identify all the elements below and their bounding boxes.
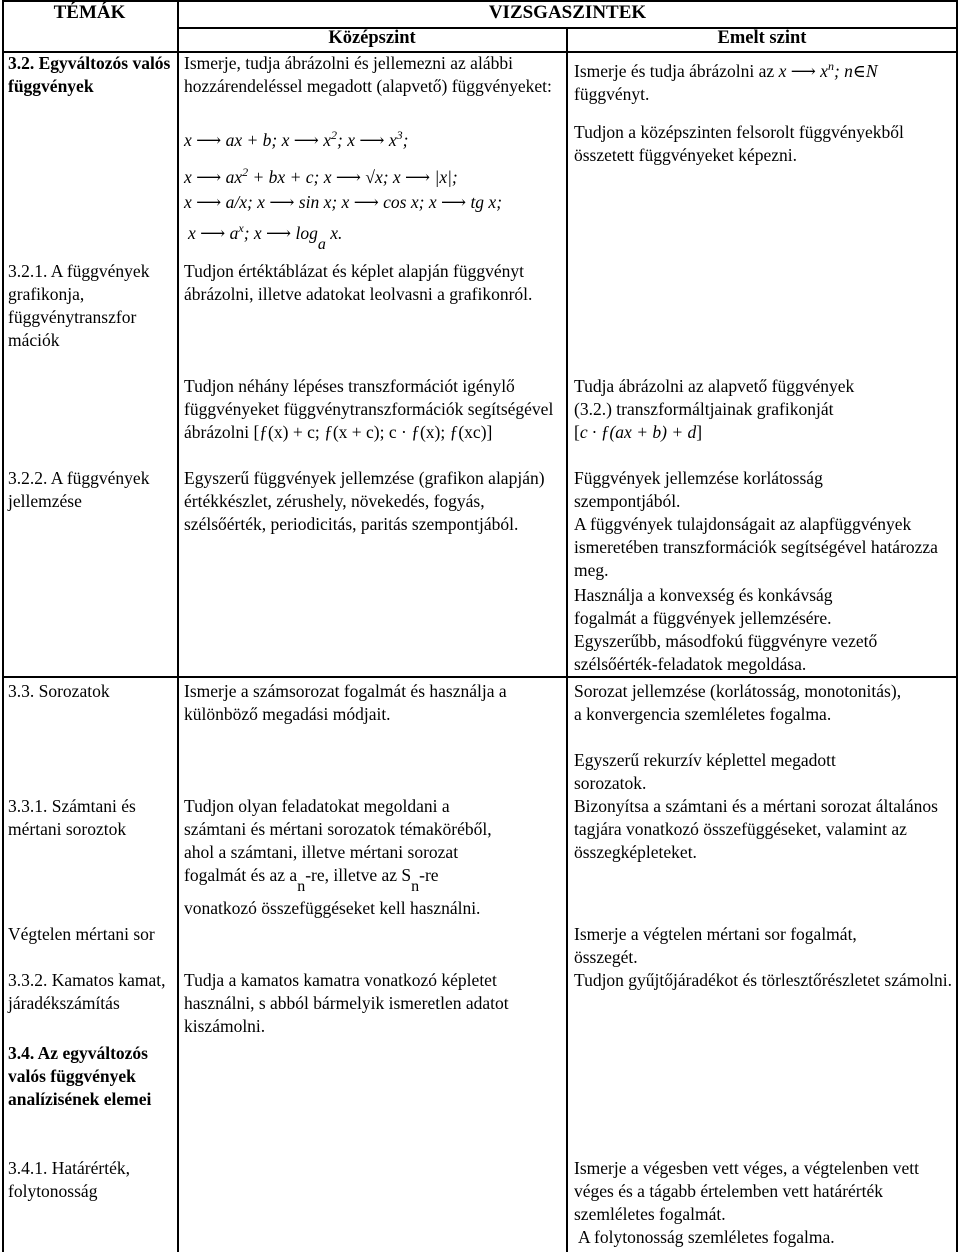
adv-power-function [574, 60, 954, 106]
mid-function-characterization: Egyszerű függvények jellemzése (grafikon alapján) értékkészlet, zérushely, növekedés, fogyás, szélsőérték, periodicitás, paritás szempontjából. [184, 468, 545, 534]
adv-prove-formulas: Bizonyítsa a számtani és a mértani sorozat általános tagjára vonatkozó összefüggéseket, valamint az összegképleteket. [574, 796, 938, 862]
mid-ag-line-4: fogalmát és az an-re, illetve az Sn-re [184, 865, 439, 895]
mid-arithmetic-geometric-tasks [184, 795, 564, 920]
adv-power-line-1: Ismerje és tudja ábrázolni az x ⟶ $x^n$; n∈N [574, 59, 878, 81]
adv-limit-concepts: Ismerje a végesben vett véges, a végtelenben vett véges és a tágabb értelemben vett határérték szemléletes fogalmát. [574, 1158, 919, 1224]
mid-formula-line-4 [188, 221, 343, 253]
adv-trans-line-1: Tudja ábrázolni az alapvető függvények [574, 376, 855, 396]
mid-formula-line-1 [184, 129, 408, 152]
adv-transformed-graphs [574, 375, 954, 444]
mid-basic-functions-intro: Ismerje, tudja ábrázolni és jellemezni az alábbi hozzárendeléssel megadott (alapvető) függvényeket: [184, 53, 552, 96]
mid-sequence-concept: Ismerje a számsorozat fogalmát és használja a különböző megadási módjait. [184, 681, 507, 724]
topic-3-2-2: 3.2.2. A függvények jellemzése [8, 468, 150, 511]
mid-ag-line-2: számtani és mértani sorozatok témaköréből, [184, 819, 492, 839]
header-exam-levels: VIZSGASZINTEK [488, 2, 647, 23]
adv-sequence-characterization: Sorozat jellemzése (korlátosság, monotonitás), a konvergencia szemléletes fogalma. [574, 681, 902, 724]
topic-3-4: 3.4. Az egyváltozós valós függvények analízisének elemei [8, 1043, 152, 1109]
column-divider-1 [177, 0, 179, 1252]
mid-formula-line-2 [184, 166, 458, 189]
section-divider [2, 676, 958, 678]
table-left-border [2, 0, 4, 1252]
mid-ag-line-3: ahol a számtani, illetve mértani sorozat [184, 842, 459, 862]
topic-3-3: 3.3. Sorozatok [8, 681, 110, 701]
formula-line-3-text: x ⟶ a/x; x ⟶ sin x; x ⟶ cos x; x ⟶ tg x; [184, 192, 503, 212]
adv-trans-line-3: [c · ƒ(ax + b) + d] [574, 422, 703, 442]
mid-formula-line-3 [184, 191, 502, 214]
mid-table-and-formula-plotting: Tudjon értéktáblázat és képlet alapján függvényt ábrázolni, illetve adatokat leolvasni a grafikonról. [184, 261, 533, 304]
adv-continuity-concept: A folytonosság szemléletes fogalma. [578, 1227, 835, 1247]
topic-infinite-geometric-series: Végtelen mértani sor [8, 924, 155, 944]
mid-ag-line-1: Tudjon olyan feladatokat megoldani a [184, 796, 450, 816]
adv-annuity: Tudjon gyűjtőjáradékot és törlesztőrészletet számolni. [574, 970, 952, 990]
formula-line-1-text: x ⟶ ax + b; x ⟶ $x^2$; x ⟶ $x^3$; [184, 128, 409, 150]
header-mid-level: Középszint [328, 28, 416, 48]
mid-function-transformations: Tudjon néhány lépéses transzformációt igénylő függvényeket függvénytranszformációk segítségével ábrázolni [ƒ(x) + c; ƒ(x + c); c · ƒ(x); ƒ(xc)] [184, 376, 554, 442]
formula-line-2-text: x ⟶ $ax^2$ + bx + c; x ⟶ √x; x ⟶ |x|; [184, 165, 458, 187]
topic-3-3-2: 3.3.2. Kamatos kamat, járadékszámítás [8, 970, 166, 1013]
column-divider-2 [566, 28, 568, 1252]
adv-boundedness: Függvények jellemzése korlátosság szempontjából. [574, 468, 823, 511]
formula-line-4-text: x ⟶ $a^x$; x ⟶ loga x. [188, 221, 343, 253]
adv-power-line-2: függvényt. [574, 84, 650, 104]
mid-ag-line-5: vonatkozó összefüggéseket kell használni. [184, 898, 481, 918]
adv-convexity: Használja a konvexség és konkávság fogalmát a függvények jellemzésére. [574, 585, 833, 628]
topic-3-4-1: 3.4.1. Határérték, folytonosság [8, 1158, 130, 1201]
adv-properties-by-transformations: A függvények tulajdonságait az alapfüggvények ismeretében transzformációk segítségével határozza meg. [574, 514, 938, 580]
header-advanced-level: Emelt szint [717, 28, 807, 48]
topic-3-3-1: 3.3.1. Számtani és mértani soroztok [8, 796, 136, 839]
adv-composite-functions: Tudjon a középszinten felsorolt függvényekből összetett függvényeket képezni. [574, 122, 904, 165]
header-themes: TÉMÁK [53, 2, 126, 23]
adv-recursive-sequences: Egyszerű rekurzív képlettel megadott sorozatok. [574, 750, 836, 793]
mid-compound-interest: Tudja a kamatos kamatra vonatkozó képletet használni, s abból bármelyik ismeretlen adatot kiszámolni. [184, 970, 509, 1036]
adv-extremum-problems: Egyszerűbb, másodfokú függvényre vezető szélsőérték-feladatok megoldása. [574, 631, 878, 674]
topic-3-2-1: 3.2.1. A függvények grafikonja, függvénytranszfor mációk [8, 261, 150, 350]
table-right-border [956, 0, 958, 1252]
adv-infinite-geometric-series: Ismerje a végtelen mértani sor fogalmát, összegét. [574, 924, 857, 967]
topic-3-2: 3.2. Egyváltozós valós függvények [8, 53, 171, 96]
adv-trans-line-2: (3.2.) transzformáltjainak grafikonját [574, 399, 834, 419]
